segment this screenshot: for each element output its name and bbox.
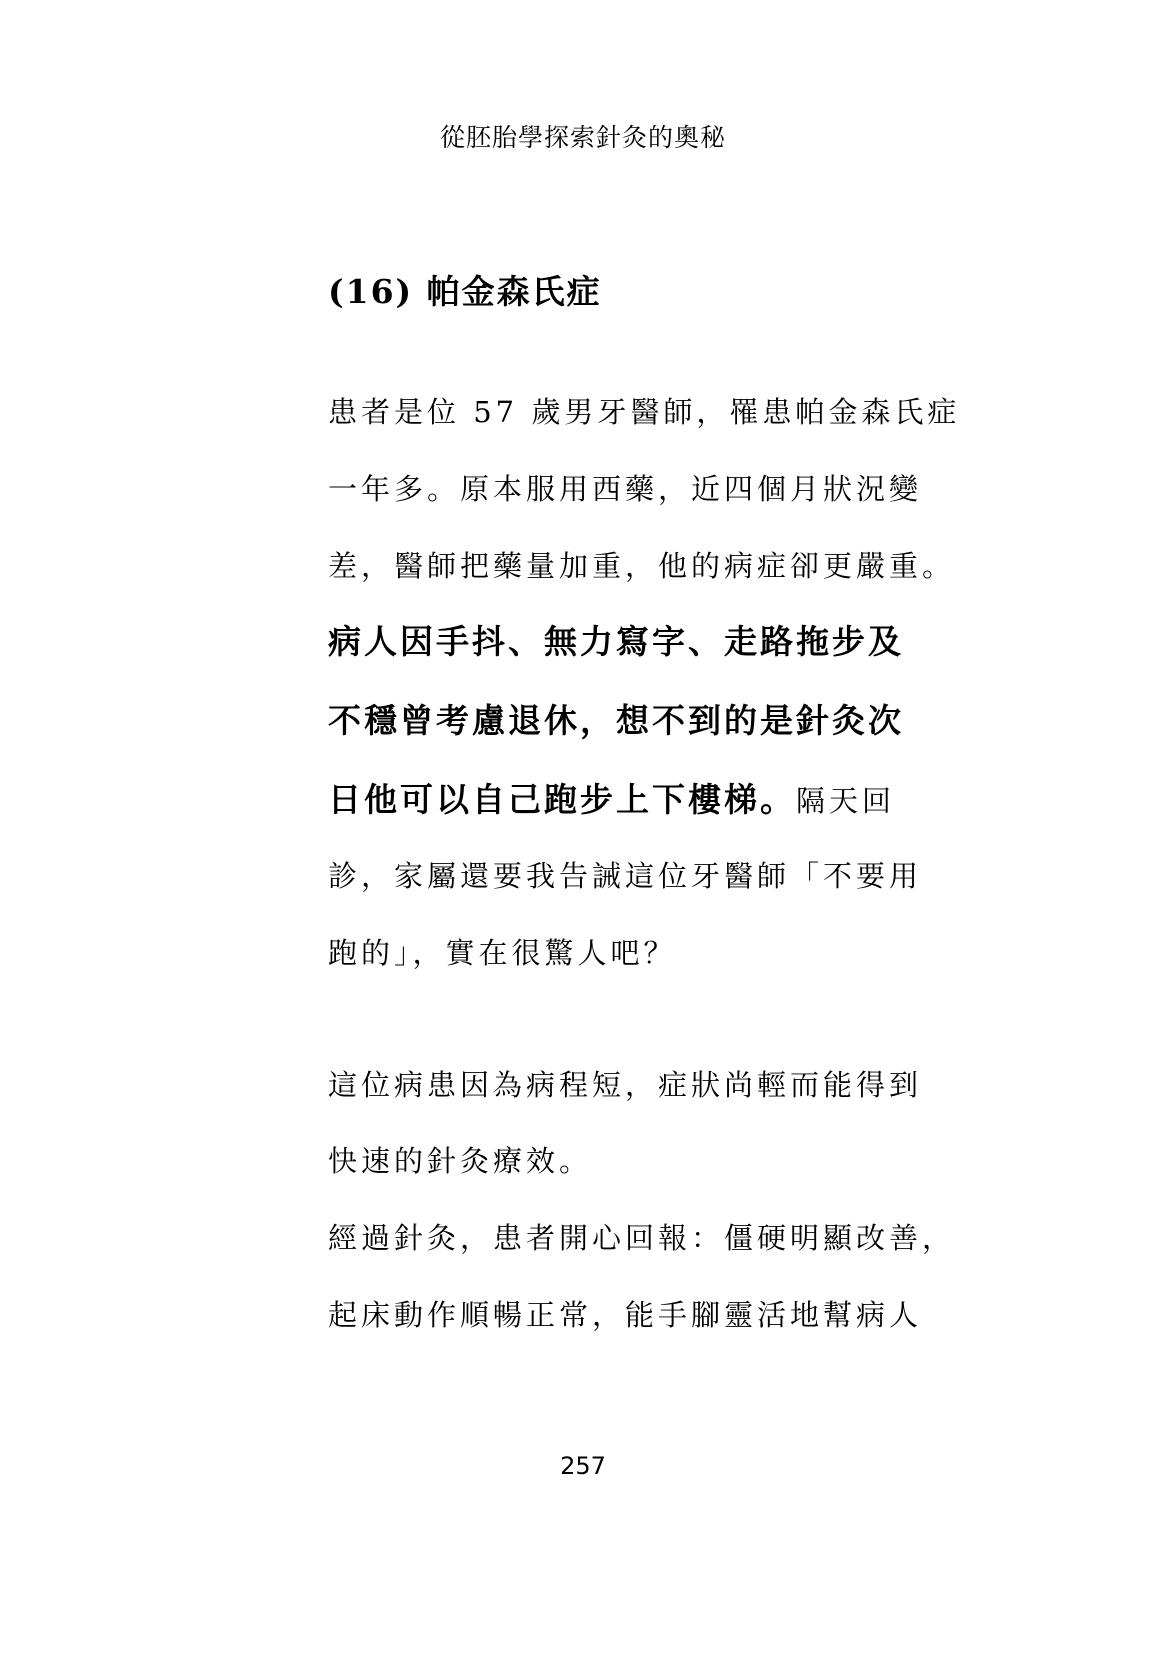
paragraph-1-line-7: 診，家屬還要我告誡這位牙醫師「不要用	[328, 859, 923, 893]
plain-text: 隔天回	[796, 784, 896, 818]
paragraph-2-line-1: 這位病患因為病程短，症狀尚輕而能得到	[328, 1068, 923, 1102]
paragraph-1-line-2: 一年多。原本服用西藥，近四個月狀況變	[328, 472, 923, 506]
running-header: 從胚胎學探索針灸的奧秘	[439, 123, 726, 152]
paragraph-1-line-8: 跑的」，實在很驚人吧？	[328, 936, 677, 970]
paragraph-1-line-6	[328, 780, 938, 821]
section-title: (16) 帕金森氏症	[328, 272, 602, 311]
paragraph-1-line-4: 病人因手抖、無力寫字、走路拖步及	[328, 622, 904, 661]
paragraph-3-line-2: 起床動作順暢正常，能手腳靈活地幫病人	[328, 1298, 923, 1332]
emphasis-text: 日他可以自己跑步上下樓梯。	[328, 780, 796, 819]
page-number: 257	[560, 1452, 606, 1480]
paragraph-2-line-2: 快速的針灸療效。	[328, 1144, 593, 1178]
paragraph-1-line-3: 差，醫師把藥量加重，他的病症卻更嚴重。	[328, 549, 956, 583]
paragraph-1-line-1: 患者是位 57 歲男牙醫師，罹患帕金森氏症	[328, 395, 961, 429]
paragraph-1-line-5: 不穩曾考慮退休，想不到的是針灸次	[328, 701, 904, 740]
paragraph-3-line-1: 經過針灸，患者開心回報：僵硬明顯改善，	[328, 1221, 956, 1255]
